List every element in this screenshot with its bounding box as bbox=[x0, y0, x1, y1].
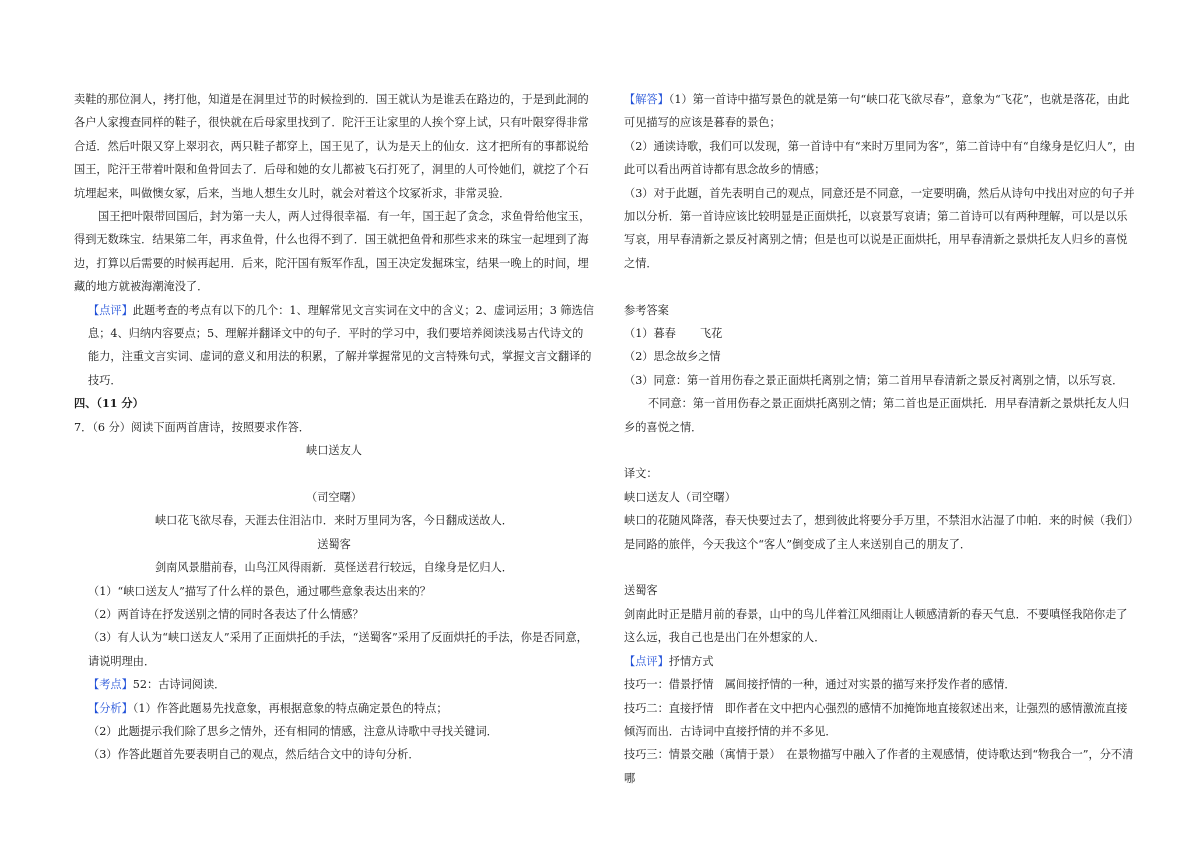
yiwen-poem1-title: 峡口送友人（司空曙） bbox=[624, 490, 736, 504]
fenxi-line-1: （1）作答此题易先找意象，再根据意象的特点确定景色的特点； bbox=[132, 701, 448, 715]
poem1-text: 峡口花飞欲尽春，天涯去住泪沾巾．来时万里同为客，今日翻成送故人． bbox=[154, 514, 513, 528]
jiqiao-3: 技巧三：情景交融（寓情于景） 在景物描写中融入了作者的主观感情，使诗歌达到“物我合一”，分不清哪 bbox=[624, 748, 1134, 785]
fenxi-tag: 【分析】 bbox=[88, 701, 133, 715]
jieda-tag: 【解答】 bbox=[624, 93, 669, 106]
yiwen-poem2-text: 剑南此时正是腊月前的春景，山中的鸟儿伴着江风细雨让人顿感清新的春天气息．不要嗔怪我陪你走了这么远，我自己也是出门在外想家的人． bbox=[624, 607, 1128, 645]
question-7: 7．（6 分）阅读下面两首唐诗，按照要求作答． bbox=[74, 420, 310, 434]
answer-1-value: 飞花 bbox=[699, 327, 723, 341]
dianping-text: 抒情方式 bbox=[668, 654, 714, 668]
fenxi-block bbox=[74, 697, 594, 720]
jiqiao-1: 技巧一：借景抒情 属间接抒情的一种，通过对实景的描写来抒发作者的感情． bbox=[624, 678, 1016, 692]
jieda-line-3: （3）对于此题，首先表明自己的观点，同意还是不同意，一定要明确，然后从诗句中找出对应的句子并加以分析．第一首诗应该比较明显是正面烘托，以哀景写哀请；第二首诗可以有两种理解，可以是以乐写哀，用早春清新之景反衬离别之情；但是也可以说是正面烘托，用早春清新之景烘托友人归乡的喜悦之情． bbox=[624, 186, 1135, 270]
fenxi-line-2: （2）此题提示我们除了思乡之情外，还有相同的情感，注意从诗歌中寻找关键词． bbox=[88, 724, 498, 738]
dianping-block bbox=[624, 650, 1136, 673]
jiqiao-2: 技巧二：直接抒情 即作者在文中把内心强烈的感情不加掩饰地直接叙述出来，让强烈的感情激流直接倾泻而出．古诗词中直接抒情的并不多见． bbox=[624, 701, 1128, 738]
yiwen-poem1-text: 峡口的花随风降落，春天快要过去了，想到彼此将要分手万里，不禁泪水沾湿了巾帕．来的时候（我们）是同路的旅伴，今天我这个“客人”倒变成了主人来送别自己的朋友了． bbox=[624, 514, 1134, 551]
jieda-line-2: （2）通读诗歌，我们可以发现，第一首诗中有“来时万里同为客”，第二首诗中有“自缘身是忆归人”，由此可以看出两首诗都有思念故乡的情感； bbox=[624, 139, 1136, 177]
left-column bbox=[74, 88, 594, 767]
yiwen-poem2-title: 送蜀客 bbox=[624, 584, 658, 598]
poem2-text: 剑南风景腊前春，山鸟江风得雨新．莫怪送君行较远，自缘身是忆归人． bbox=[154, 561, 513, 575]
question-3: （3）有人认为“峡口送友人”采用了正面烘托的手法，“送蜀客”采用了反面烘托的手法，你是否同意，请说明理由． bbox=[88, 631, 588, 668]
answer-3b: 不同意：第一首用伤春之景正面烘托离别之情；第二首也是正面烘托．用早春清新之景烘托友人归乡的喜悦之情． bbox=[624, 397, 1130, 434]
answer-2: （2）思念故乡之情 bbox=[624, 350, 721, 364]
dianping-tag: 【点评】 bbox=[624, 654, 669, 668]
answer-1-label: （1）暮春 bbox=[624, 327, 676, 341]
poem2-title: 送蜀客 bbox=[317, 537, 351, 551]
poem1-title: 峡口送友人 bbox=[306, 444, 362, 458]
right-column bbox=[624, 88, 1136, 790]
answer-3: （3）同意：第一首用伤春之景正面烘托离别之情；第二首用早春清新之景反衬离别之情，以乐写哀． bbox=[624, 373, 1124, 387]
story-paragraph-2: 国王把叶限带回国后，封为第一夫人，两人过得很幸福．有一年，国王起了贪念，求鱼骨给他宝玉，得到无数珠宝．结果第二年，再求鱼骨，什么也得不到了．国王就把鱼骨和那些求来的珠宝一起埋到了海边，打算以后需要的时候再起用．后来，陀汗国有叛军作乱，国王决定发掘珠宝，结果一晚上的时间，埋藏的地方就被海潮淹没了． bbox=[74, 210, 591, 294]
jieda-block bbox=[624, 88, 1136, 135]
jieda-line-1: （1）第一首诗中描写景色的就是第一句“峡口花飞欲尽春”，意象为“飞花”，也就是落花，由此可见描写的应该是暮春的景色； bbox=[624, 93, 1130, 130]
comment-tag: 【点评】 bbox=[88, 303, 133, 317]
fenxi-line-3: （3）作答此题首先要表明自己的观点，然后结合文中的诗句分析． bbox=[88, 748, 420, 762]
poem1-author: （司空曙） bbox=[306, 490, 362, 504]
section-heading: 四、（11 分） bbox=[74, 396, 144, 411]
kaodian-tag: 【考点】 bbox=[88, 678, 133, 692]
kaodian-text: 52：古诗词阅读． bbox=[132, 678, 226, 692]
question-2: （2）两首诗在抒发送别之情的同时各表达了什么情感？ bbox=[88, 607, 364, 621]
answer-1 bbox=[624, 322, 1136, 345]
question-1: （1）“峡口送友人”描写了什么样的景色，通过哪些意象表达出来的？ bbox=[88, 584, 431, 598]
yiwen-title: 译文： bbox=[624, 467, 658, 481]
comment-text: 此题考查的考点有以下的几个：1、理解常见文言实词在文中的含义；2、虚词运用；3 筛选信息；4、归纳内容要点；5、理解并翻译文中的句子．平时的学习中，我们要培养阅读浅易古代诗文的能力，注重文言实词、虚词的意义和用法的积累，了解并掌握常见的文言特殊句式，掌握文言文翻译的技巧． bbox=[88, 303, 594, 387]
answer-title: 参考答案 bbox=[624, 303, 669, 317]
kaodian-block bbox=[74, 673, 594, 696]
story-paragraph-1: 卖鞋的那位洞人，拷打他，知道是在洞里过节的时候捡到的．国王就认为是谁丢在路边的，于是到此洞的各户人家搜查同样的鞋子，很快就在后母家里找到了．陀汗王让家里的人挨个穿上试，只有叶限穿得非常合适．然后叶限又穿上翠羽衣，两只鞋子都穿上，国王见了，认为是天上的仙女．这才把所有的事都说给国王，陀汗王带着叶限和鱼骨回去了．后母和她的女儿都被飞石打死了，洞里的人可怜她们，就挖了个石坑埋起来，叫做懊女冢，后来，当地人想生女儿时，就会对着这个坟冢祈求，非常灵验． bbox=[74, 93, 589, 200]
comment-block bbox=[74, 299, 594, 393]
